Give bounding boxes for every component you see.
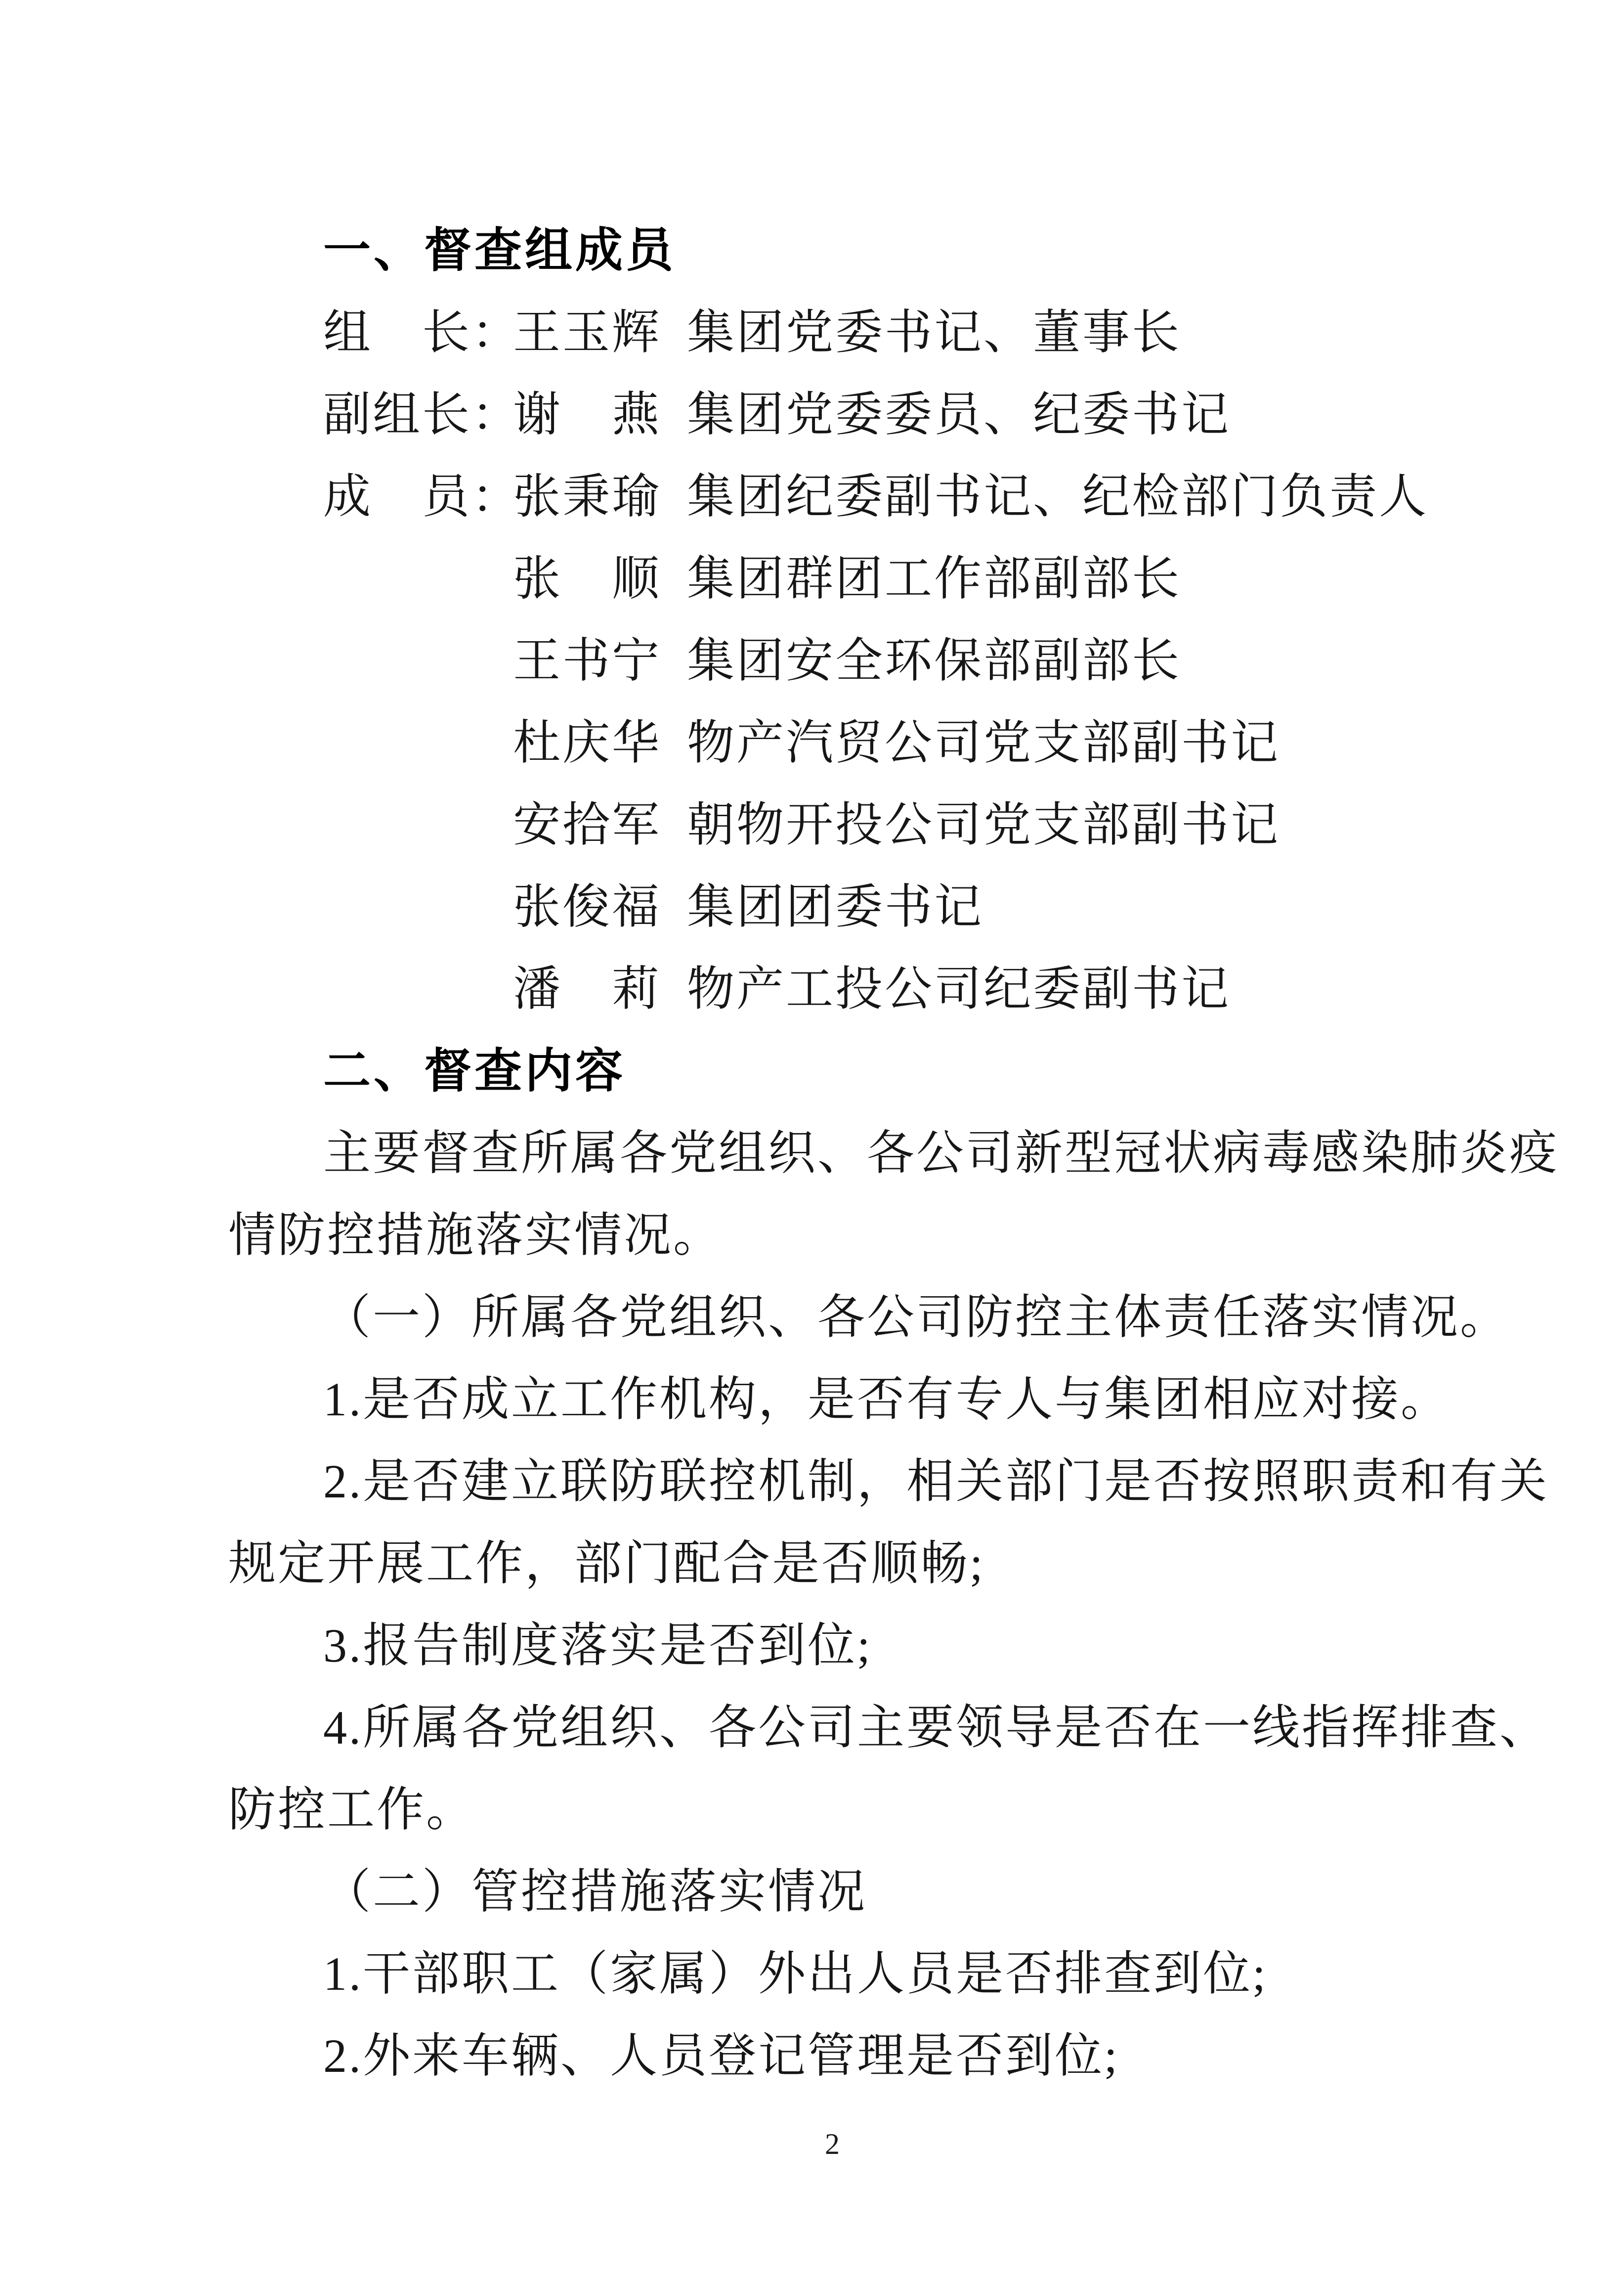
section1-heading: 一、督查组成员 [323,224,676,277]
member-title: 集团群团工作部副部长 [687,552,1181,605]
member-row [228,374,1436,456]
member-role-label [323,702,513,784]
member-title: 集团团委书记 [687,880,983,933]
member-row [228,702,1436,784]
member-role-label: 副组长： [323,388,521,441]
member-title: 物产汽贸公司党支部副书记 [687,716,1280,769]
paragraph-line: 1.干部职工（家属）外出人员是否排查到位; [323,1947,1268,2000]
member-role-label [323,948,513,1030]
member-role-label [323,784,513,866]
paragraph-line: 4.所属各党组织、各公司主要领导是否在一线指挥排查、 [323,1701,1549,1754]
paragraph-line: 情防控措施落实情况。 [228,1209,723,1262]
member-row [228,866,1436,948]
member-row [228,292,1436,374]
member-name: 王书宁 [513,634,661,687]
member-name: 谢 燕 [513,388,661,441]
member-name: 张 顺 [513,552,661,605]
member-row [228,538,1436,620]
member-name: 张秉瑜 [513,470,661,523]
member-role-label: 组 长： [323,306,521,359]
section2-heading: 二、督查内容 [323,1045,626,1097]
member-role-label: 成 员： [323,470,521,523]
member-title: 集团安全环保部副部长 [687,634,1181,687]
member-title: 集团纪委副书记、纪检部门负责人 [687,470,1428,523]
paragraph-line: 防控工作。 [228,1783,475,1836]
page-number: 2 [825,2128,840,2160]
member-row [228,948,1436,1030]
member-name: 潘 莉 [513,963,661,1015]
member-name: 杜庆华 [513,716,661,769]
paragraph-line: 1.是否成立工作机构，是否有专人与集团相应对接。 [323,1373,1450,1426]
paragraph-line: （二）管控措施落实情况 [323,1865,867,1918]
member-role-label [323,538,513,620]
member-title: 集团党委委员、纪委书记 [687,388,1231,441]
paragraph-line: 规定开展工作，部门配合是否顺畅; [228,1537,985,1590]
member-role-label [323,620,513,702]
member-name: 张俊福 [513,880,661,933]
paragraph-line: 2.外来车辆、人员登记管理是否到位; [323,2029,1119,2082]
paragraph-line: （一）所属各党组织、各公司防控主体责任落实情况。 [323,1291,1509,1344]
paragraph-line: 3.报告制度落实是否到位; [323,1619,872,1672]
member-row [228,456,1436,538]
member-row [228,620,1436,702]
paragraph-line: 主要督查所属各党组织、各公司新型冠状病毒感染肺炎疫 [323,1127,1559,1180]
member-name: 王玉辉 [513,306,661,359]
member-row [228,784,1436,866]
member-role-label [323,866,513,948]
member-name: 安拾军 [513,798,661,851]
paragraph-line: 2.是否建立联防联控机制，相关部门是否按照职责和有关 [323,1455,1549,1508]
member-title: 物产工投公司纪委副书记 [687,963,1231,1015]
member-title: 集团党委书记、董事长 [687,306,1181,359]
member-title: 朝物开投公司党支部副书记 [687,798,1280,851]
